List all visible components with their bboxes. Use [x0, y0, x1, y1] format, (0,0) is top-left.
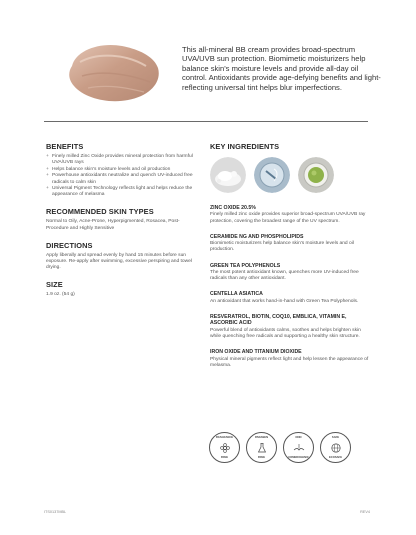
size-text: 1.9 oz. (54 g): [46, 292, 75, 298]
ingredient-item: [210, 314, 370, 340]
skin-types-heading: RECOMMENDED SKIN TYPES: [46, 207, 154, 217]
ingredient-desc: Finely milled zinc oxide provides superior broad-spectrum UVA/UVB ray protection, covering the broadest range of the UV spectrum.: [210, 212, 366, 224]
certification-badges: [209, 432, 351, 463]
ingredient-item: [210, 263, 370, 283]
ingredient-name: CENTELLA ASIATICA: [210, 291, 263, 298]
badge-bottom-text: FREE: [220, 456, 229, 459]
non-comedogenic-badge: [283, 432, 314, 463]
badge-bottom-text: FREE: [257, 456, 266, 459]
ingredient-desc: Biomimetic moisturizers help balance skin's moisture levels and oil production.: [210, 241, 354, 253]
ingredient-item: [210, 349, 370, 369]
divider: [44, 121, 368, 122]
pore-icon: [293, 442, 305, 454]
directions-section: [46, 241, 194, 272]
badge-top-text: NON: [295, 436, 302, 439]
skin-types-text: Normal to Oily, Acne-Prone, Hyperpigmented, Rosacea, Post-Procedure and Highly Sensitive: [46, 219, 180, 231]
ingredient-desc: Physical mineral pigments reflect light and help lessen the appearance of melasma.: [210, 356, 369, 368]
product-intro: This all-mineral BB cream provides broad-spectrum UVA/UVB sun protection. Biomimetic moisturizers help balance skin's moisture levels and provide all-day oil control. Antioxidants provide age-defying benefits and light-reflecting universal tint helps blur imperfections.: [182, 45, 381, 92]
size-section: [46, 280, 194, 298]
ingredient-images: [210, 157, 370, 193]
revision-code: REV4: [360, 510, 370, 514]
size-heading: SIZE: [46, 280, 63, 290]
ingredient-name: RESVERATROL, BIOTIN, COQ10, EMBLICA, VITAMIN E, ASCORBIC ACID: [210, 314, 347, 327]
ingredient-name: IRON OXIDE AND TITANIUM DIOXIDE: [210, 349, 302, 356]
directions-heading: DIRECTIONS: [46, 240, 93, 250]
benefits-section: [46, 142, 194, 198]
ingredient-item: [210, 234, 370, 254]
flower-icon: [219, 442, 231, 454]
right-column: [210, 142, 370, 369]
flask-icon: [256, 442, 268, 454]
petri-dish-image: [254, 157, 290, 193]
ingredient-item: [210, 205, 370, 225]
ingredient-desc: Powerful blend of antioxidants calms, soothes and helps brighten skin while quenching free radicals and supporting a healthy skin structure.: [210, 327, 361, 340]
list-item: + Finely milled Zinc Oxide provides mineral protection from harmful UVA/UVB rays: [46, 154, 194, 166]
benefits-list: [46, 154, 194, 198]
badge-bottom-text: ECOSAFE: [329, 456, 342, 459]
left-column: [46, 142, 194, 299]
badge-top-text: PARABEN: [254, 436, 269, 439]
globe-icon: [330, 442, 342, 454]
ingredient-item: [210, 291, 370, 305]
directions-text: Apply liberally and spread evenly by hand 15 minutes before sun exposure. Re-apply after swimming, excessive perspiring and towel drying.: [46, 252, 192, 271]
green-tea-bowl-image: [298, 157, 334, 193]
badge-top-text: SAFE: [331, 436, 340, 439]
fragrance-free-badge: [209, 432, 240, 463]
list-item: + Powerhouse antioxidants neutralize and quench UV-induced free radicals to calm skin: [46, 173, 194, 185]
benefits-heading: BENEFITS: [46, 142, 84, 151]
skin-types-section: [46, 207, 194, 231]
ingredient-name: ZINC OXIDE 20.5%: [210, 205, 256, 211]
list-item: + Helps balance skin's moisture levels and oil production: [46, 167, 194, 173]
product-swatch-image: [58, 36, 166, 106]
ingredient-name: GREEN TEA POLYPHENOLS: [210, 262, 281, 269]
document-code: ITS0137MBL: [44, 510, 67, 514]
ecosafe-badge: [320, 432, 351, 463]
badge-top-text: FRAGRANCE: [215, 436, 234, 439]
list-item: + Universal Pigment Technology reflects light and helps reduce the appearance of melasma: [46, 186, 194, 198]
ingredient-desc: The most potent antioxidant known, quenches more UV-induced free radicals than any other antioxidant.: [210, 270, 359, 282]
ingredients-heading: KEY INGREDIENTS: [210, 142, 280, 151]
ingredient-desc: An antioxidant that works hand-in-hand with Green Tea Polyphenols.: [210, 298, 359, 304]
ingredient-name: CERAMIDE NG AND PHOSPHOLIPIDS: [210, 233, 304, 240]
zinc-oxide-powder-image: [210, 157, 246, 193]
paraben-free-badge: [246, 432, 277, 463]
badge-bottom-text: COMEDOGENIC: [288, 456, 309, 459]
